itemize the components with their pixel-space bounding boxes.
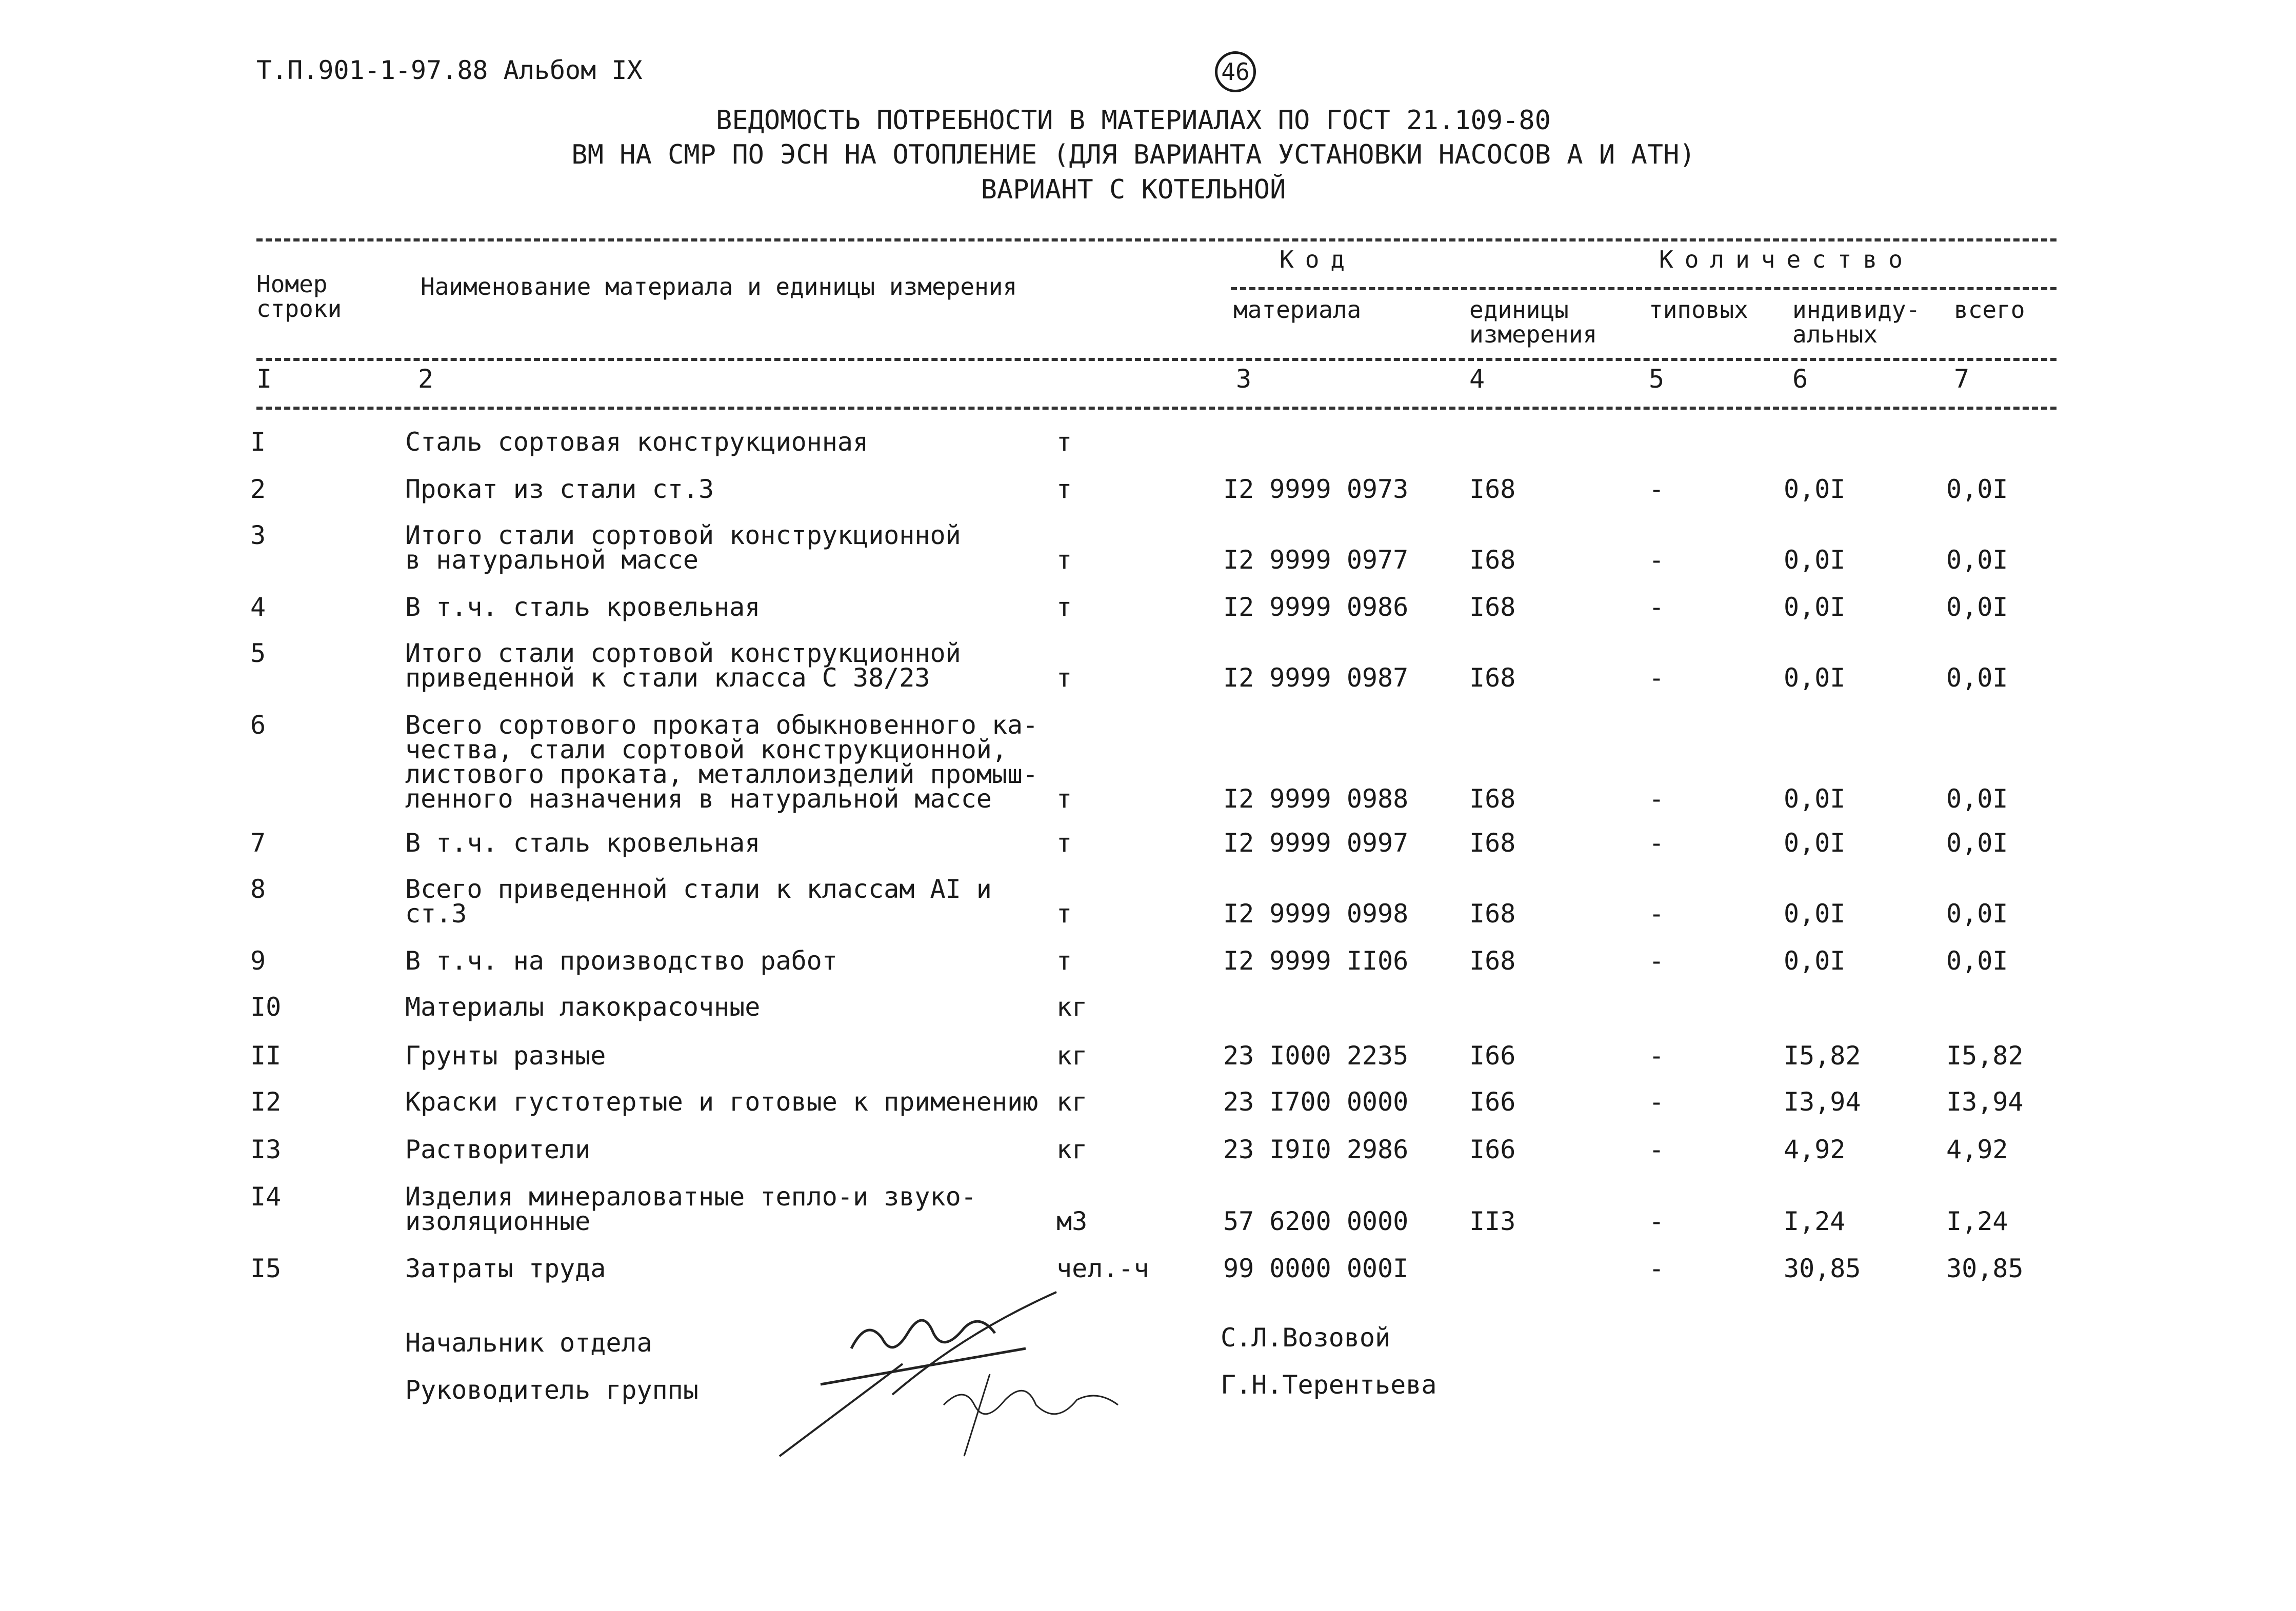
- qty-individual: 0,0I: [1784, 828, 1846, 858]
- column-number: I: [256, 364, 272, 394]
- unit-code: I68: [1469, 545, 1516, 575]
- row-number: II: [250, 1041, 282, 1071]
- unit-code: I68: [1469, 663, 1516, 693]
- material-name: Материалы лакокрасочные: [405, 992, 761, 1022]
- unit-of-measure: т: [1056, 946, 1072, 976]
- unit-of-measure: т: [1056, 899, 1072, 929]
- qty-total: 0,0I: [1946, 784, 2008, 814]
- document-reference: Т.П.901-1-97.88 Альбом IX: [256, 55, 643, 85]
- material-code: I2 9999 0973: [1223, 474, 1409, 504]
- qty-typical: -: [1649, 474, 1665, 504]
- qty-typical: -: [1649, 592, 1665, 622]
- row-number: 3: [250, 520, 266, 550]
- row-number: I4: [250, 1182, 282, 1212]
- header-group-rule: [1231, 287, 2057, 290]
- material-code: I2 9999 0998: [1223, 899, 1409, 929]
- material-name: Прокат из стали ст.3: [405, 474, 714, 504]
- qty-total: I,24: [1946, 1206, 2008, 1236]
- material-code: I2 9999 0977: [1223, 545, 1409, 575]
- unit-of-measure: т: [1056, 828, 1072, 858]
- unit-code: I68: [1469, 828, 1516, 858]
- row-number: 8: [250, 874, 266, 904]
- row-number: I: [250, 427, 266, 457]
- qty-individual: I3,94: [1784, 1087, 1861, 1117]
- qty-total: 0,0I: [1946, 946, 2008, 976]
- header-qty-typical: типовых: [1649, 296, 1748, 324]
- unit-code: I68: [1469, 592, 1516, 622]
- column-number: 3: [1236, 364, 1252, 394]
- column-number: 7: [1954, 364, 1970, 394]
- unit-of-measure: т: [1056, 592, 1072, 622]
- row-number: 4: [250, 592, 266, 622]
- unit-of-measure: кг: [1056, 1041, 1088, 1071]
- unit-code: I66: [1469, 1135, 1516, 1164]
- unit-of-measure: кг: [1056, 1135, 1088, 1164]
- material-code: I2 9999 II06: [1223, 946, 1409, 976]
- qty-individual: 0,0I: [1784, 946, 1846, 976]
- qty-typical: -: [1649, 1041, 1665, 1071]
- qty-total: I5,82: [1946, 1041, 2024, 1071]
- row-number: I3: [250, 1135, 282, 1164]
- material-code: I2 9999 0986: [1223, 592, 1409, 622]
- unit-of-measure: т: [1056, 663, 1072, 693]
- row-number: 5: [250, 638, 266, 668]
- qty-typical: -: [1649, 899, 1665, 929]
- material-name: Изделия минераловатные тепло-и звуко- изоляционные: [405, 1182, 976, 1236]
- material-name: Итого стали сортовой конструкционной приведенной к стали класса С 38/23: [405, 638, 961, 693]
- material-code: 23 I700 0000: [1223, 1087, 1409, 1117]
- page-number-circle: 46: [1215, 51, 1256, 92]
- qty-individual: 0,0I: [1784, 663, 1846, 693]
- qty-total: 4,92: [1946, 1135, 2008, 1164]
- qty-total: 0,0I: [1946, 545, 2008, 575]
- unit-of-measure: м3: [1056, 1206, 1088, 1236]
- qty-total: I3,94: [1946, 1087, 2024, 1117]
- qty-total: 0,0I: [1946, 474, 2008, 504]
- qty-individual: 4,92: [1784, 1135, 1846, 1164]
- row-number: 2: [250, 474, 266, 504]
- material-code: 57 6200 0000: [1223, 1206, 1409, 1236]
- unit-code: I66: [1469, 1087, 1516, 1117]
- signatory-name: Г.Н.Терентьева: [1221, 1370, 1437, 1400]
- qty-typical: -: [1649, 1206, 1665, 1236]
- material-code: 23 I9I0 2986: [1223, 1135, 1409, 1164]
- material-name: В т.ч. сталь кровельная: [405, 828, 761, 858]
- title-line-1: ВЕДОМОСТЬ ПОТРЕБНОСТИ В МАТЕРИАЛАХ ПО ГОСТ 21.109-80: [716, 105, 1551, 136]
- header-qty-total: всего: [1954, 296, 2025, 324]
- header-quantity-group: Количество: [1659, 246, 1914, 273]
- qty-typical: -: [1649, 784, 1665, 814]
- qty-individual: 30,85: [1784, 1254, 1861, 1283]
- title-line-2: ВМ НА СМР ПО ЭСН НА ОТОПЛЕНИЕ (ДЛЯ ВАРИАНТА УСТАНОВКИ НАСОСОВ А И АТН): [571, 139, 1695, 170]
- header-row-number: Номер строки: [256, 270, 342, 323]
- material-name: Краски густотертые и готовые к применению: [405, 1087, 1039, 1117]
- unit-code: I66: [1469, 1041, 1516, 1071]
- unit-code: I68: [1469, 784, 1516, 814]
- qty-typical: -: [1649, 946, 1665, 976]
- qty-typical: -: [1649, 1135, 1665, 1164]
- material-code: I2 9999 0997: [1223, 828, 1409, 858]
- qty-individual: I,24: [1784, 1206, 1846, 1236]
- column-number: 4: [1469, 364, 1485, 394]
- qty-typical: -: [1649, 545, 1665, 575]
- header-code-group: Код: [1280, 246, 1356, 273]
- unit-of-measure: кг: [1056, 1087, 1088, 1117]
- material-name: Затраты труда: [405, 1254, 606, 1283]
- header-qty-individual: индивиду- альных: [1792, 296, 1921, 348]
- header-bottom-rule: [256, 358, 2057, 361]
- signatory-name: С.Л.Возовой: [1221, 1323, 1391, 1353]
- column-number: 2: [418, 364, 434, 394]
- row-number: I0: [250, 992, 282, 1022]
- unit-code: I68: [1469, 946, 1516, 976]
- qty-typical: -: [1649, 1087, 1665, 1117]
- qty-individual: 0,0I: [1784, 899, 1846, 929]
- header-material-name: Наименование материала и единицы измерения: [421, 273, 1017, 300]
- unit-of-measure: т: [1056, 427, 1072, 457]
- material-name: В т.ч. сталь кровельная: [405, 592, 761, 622]
- qty-individual: I5,82: [1784, 1041, 1861, 1071]
- row-number: 7: [250, 828, 266, 858]
- header-material-code: материала: [1233, 296, 1362, 324]
- unit-of-measure: т: [1056, 474, 1072, 504]
- qty-typical: -: [1649, 828, 1665, 858]
- qty-total: 0,0I: [1946, 663, 2008, 693]
- signature-role: Руководитель группы: [405, 1375, 698, 1405]
- column-number: 6: [1792, 364, 1808, 394]
- material-code: 99 0000 000I: [1223, 1254, 1409, 1283]
- material-name: Растворители: [405, 1135, 591, 1164]
- material-code: 23 I000 2235: [1223, 1041, 1409, 1071]
- qty-total: 0,0I: [1946, 899, 2008, 929]
- qty-typical: -: [1649, 663, 1665, 693]
- qty-total: 30,85: [1946, 1254, 2024, 1283]
- unit-of-measure: кг: [1056, 992, 1088, 1022]
- material-name: Всего приведенной стали к классам AI и ст.3: [405, 874, 992, 929]
- unit-code: I68: [1469, 474, 1516, 504]
- material-name: Итого стали сортовой конструкционной в натуральной массе: [405, 520, 961, 575]
- qty-individual: 0,0I: [1784, 545, 1846, 575]
- material-name: Всего сортового проката обыкновенного ка- чества, стали сортовой конструкционной, листового проката, металлоизделий промыш- ленного назначения в натуральной массе: [405, 710, 1039, 814]
- qty-total: 0,0I: [1946, 592, 2008, 622]
- material-name: Грунты разные: [405, 1041, 606, 1071]
- column-number: 5: [1649, 364, 1665, 394]
- title-line-3: ВАРИАНТ С КОТЕЛЬНОЙ: [981, 174, 1286, 205]
- unit-code: I68: [1469, 899, 1516, 929]
- unit-code: II3: [1469, 1206, 1516, 1236]
- qty-individual: 0,0I: [1784, 784, 1846, 814]
- qty-individual: 0,0I: [1784, 474, 1846, 504]
- signature-role: Начальник отдела: [405, 1328, 652, 1358]
- material-name: В т.ч. на производство работ: [405, 946, 837, 976]
- material-name: Сталь сортовая конструкционная: [405, 427, 869, 457]
- unit-of-measure: т: [1056, 545, 1072, 575]
- unit-of-measure: чел.-ч: [1056, 1254, 1149, 1283]
- material-code: I2 9999 0987: [1223, 663, 1409, 693]
- row-number: 6: [250, 710, 266, 740]
- column-numbers-rule: [256, 407, 2057, 410]
- handwritten-signature: [749, 1272, 1190, 1466]
- row-number: I5: [250, 1254, 282, 1283]
- qty-total: 0,0I: [1946, 828, 2008, 858]
- table-top-rule: [256, 238, 2057, 241]
- qty-typical: -: [1649, 1254, 1665, 1283]
- unit-of-measure: т: [1056, 784, 1072, 814]
- header-unit-code: единицы измерения: [1469, 296, 1598, 348]
- material-code: I2 9999 0988: [1223, 784, 1409, 814]
- qty-individual: 0,0I: [1784, 592, 1846, 622]
- row-number: 9: [250, 946, 266, 976]
- row-number: I2: [250, 1087, 282, 1117]
